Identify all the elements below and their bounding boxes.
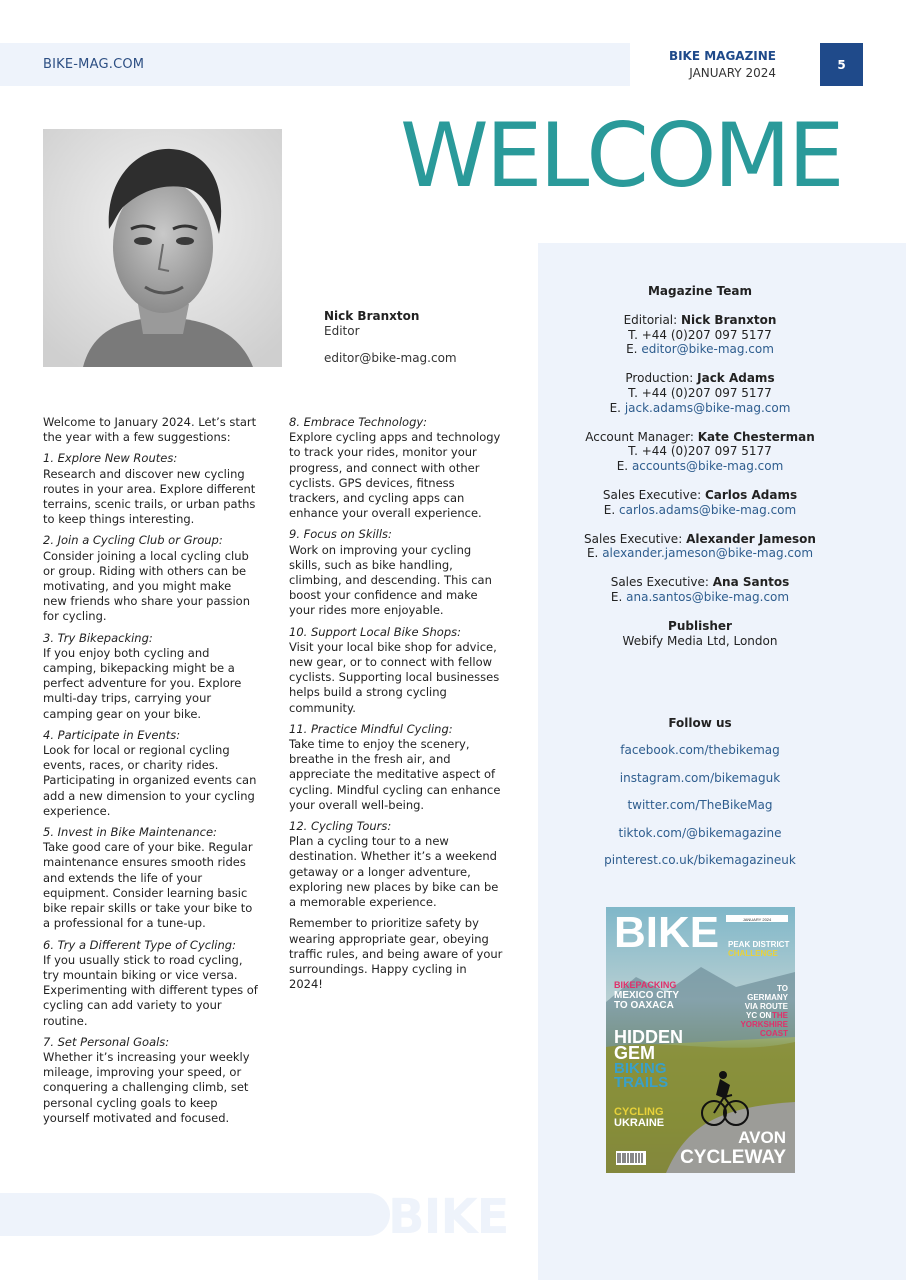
cover-right-5: THE — [772, 1011, 788, 1020]
cover-cycling-2: UKRAINE — [614, 1117, 665, 1129]
cover-right-4: YC ON — [746, 1011, 772, 1020]
social-link-instagram[interactable]: instagram.com/bikemaguk — [619, 770, 781, 785]
barcode-icon — [616, 1151, 646, 1165]
email-link[interactable]: jack.adams@bike-mag.com — [624, 400, 791, 415]
article-item: 12. Cycling Tours: Plan a cycling tour to a new destination. Whether it’s a weekend getaway or a longer adventure, exploring new places by bike can be a memorable experience. — [289, 819, 499, 910]
article-closing: Remember to prioritize safety by wearing appropriate gear, obeying traffic rules, and being aware of your surroundings. Happy cycling in 2024! — [289, 916, 503, 992]
cover-hidden-4: TRAILS — [614, 1074, 669, 1091]
article-item: 9. Focus on Skills: Work on improving your cycling skills, such as bike handling, climbing, and descending. This can boost your confidence and make your rides more enjoyable. — [289, 527, 492, 618]
team-production: Production: Jack Adams T. +44 (0)207 097 5177 E. jack.adams@bike-mag.com — [609, 371, 791, 415]
footer-logo: BIKE — [388, 1189, 509, 1245]
magazine-team — [538, 284, 862, 663]
article-item: 6. Try a Different Type of Cycling: If you usually stick to road cycling, try mountain biking or vice versa. Experimenting with different types of cycling can add variety to your routine. — [43, 937, 258, 1028]
cover-issue: JANUARY 2024 — [742, 917, 772, 922]
article-item: 8. Embrace Technology: Explore cycling apps and technology to track your rides, monitor your progress, and connect with other cyclists. GPS devices, fitness trackers, and cycling apps can enhance your overall experience. — [289, 415, 501, 521]
article-item: 7. Set Personal Goals: Whether it’s increasing your weekly mileage, improving your speed, or conquering a challenging climb, set personal cycling goals to keep yourself motivated and focused. — [43, 1034, 250, 1125]
article-column-1 — [43, 415, 258, 1132]
site-url[interactable]: BIKE-MAG.COM — [43, 57, 145, 72]
page-number: 5 — [820, 43, 863, 86]
cover-art — [606, 907, 795, 1173]
cover-right-1: TO — [777, 984, 788, 993]
cover-right-7: COAST — [760, 1029, 788, 1038]
follow-us — [538, 716, 862, 881]
team-sales-3: Sales Executive: Ana Santos E. ana.santos@bike-mag.com — [610, 575, 790, 604]
editor-photo — [43, 129, 282, 367]
social-link-pinterest[interactable]: pinterest.co.uk/bikemagazineuk — [604, 853, 796, 867]
cover-hidden-1: HIDDEN — [614, 1027, 684, 1047]
article-item: 5. Invest in Bike Maintenance: Take good care of your bike. Regular maintenance ensures smooth rides and extends the life of your equipment. Consider learning basic bike repair skills or take your bike to a professional for a tune-up. — [43, 825, 253, 931]
cover-avon-1: AVON — [738, 1128, 786, 1147]
follow-heading: Follow us — [668, 716, 732, 730]
page-title: WELCOME — [400, 104, 842, 207]
email-link[interactable]: accounts@bike-mag.com — [631, 458, 784, 473]
cover-line-2: MEXICO CITY — [614, 990, 680, 1001]
cover-cycling-1: CYCLING — [614, 1106, 664, 1118]
cover-hidden-2: GEM — [614, 1043, 656, 1063]
cover-avon-2: CYCLEWAY — [680, 1147, 786, 1168]
email-link[interactable]: editor@bike-mag.com — [641, 342, 774, 357]
team-heading: Magazine Team — [647, 284, 752, 298]
article-item: 2. Join a Cycling Club or Group: Consider joining a local cycling club or group. Riding with others can be motivating, and you might make new friends who share your passion for cycling. — [43, 533, 250, 624]
article-item: 10. Support Local Bike Shops: Visit your local bike shop for advice, new gear, or to connect with fellow cyclists. Supporting local businesses helps build a strong cycling community. — [289, 624, 500, 715]
article-item: 1. Explore New Routes: Research and discover new cycling routes in your area. Explore different terrains, scenic trails, or urban paths to keep things interesting. — [43, 451, 256, 527]
editor-name: Nick Branxton — [324, 309, 420, 323]
editor-email[interactable]: editor@bike-mag.com — [324, 351, 457, 365]
article-intro: Welcome to January 2024. Let’s start the year with a few suggestions: — [43, 415, 257, 445]
publisher: Publisher Webify Media Ltd, London — [622, 619, 778, 648]
cover-strap: PEAK DISTRICT — [728, 940, 790, 949]
cover-hidden-3: BIKING — [614, 1060, 667, 1077]
team-sales-1: Sales Executive: Carlos Adams E. carlos.adams@bike-mag.com — [602, 487, 798, 517]
email-link[interactable]: ana.santos@bike-mag.com — [626, 589, 790, 604]
article-column-2 — [289, 415, 504, 998]
team-editorial: Editorial: Nick Branxton T. +44 (0)207 097 5177 E. editor@bike-mag.com — [623, 313, 777, 357]
cover-right-2: GERMANY — [747, 993, 788, 1002]
article-item: 11. Practice Mindful Cycling: Take time to enjoy the scenery, breathe in the fresh air, and appreciate the meditative aspect of cycling. Mindful cycling can enhance your overall well-being. — [289, 721, 501, 812]
cover-line-3: TO OAXACA — [614, 1000, 674, 1011]
email-link[interactable]: carlos.adams@bike-mag.com — [619, 502, 797, 517]
article-item: 3. Try Bikepacking: If you enjoy both cycling and camping, bikepacking might be a perfect adventure for you. Explore multi-day trips, carrying your camping gear on your bike. — [43, 630, 242, 721]
social-link-tiktok[interactable]: tiktok.com/@bikemagazine — [618, 825, 782, 840]
footer-bar — [0, 1193, 390, 1236]
social-link-facebook[interactable]: facebook.com/thebikemag — [620, 743, 780, 757]
cover-right-3: VIA ROUTE — [744, 1002, 788, 1011]
email-link[interactable]: alexander.jameson@bike-mag.com — [602, 546, 814, 561]
team-sales-2: Sales Executive: Alexander Jameson E. alexander.jameson@bike-mag.com — [584, 531, 816, 561]
editor-portrait-icon — [43, 129, 282, 367]
cover-line-1: BIKEPACKING — [614, 980, 677, 990]
social-link-twitter[interactable]: twitter.com/TheBikeMag — [627, 798, 773, 812]
editor-role: Editor — [324, 324, 360, 338]
article-item: 4. Participate in Events: Look for local or regional cycling events, races, or charity rides. Participating in organized events can add a new dimension to your cycling experience. — [43, 727, 257, 818]
magazine-name: BIKE MAGAZINE — [668, 49, 776, 63]
cover-right-6: YORKSHIRE — [740, 1020, 788, 1029]
magazine-cover[interactable] — [606, 907, 795, 1173]
cover-logo: BIKE — [614, 908, 720, 957]
team-account: Account Manager: Kate Chesterman T. +44 (0)207 097 5177 E. accounts@bike-mag.com — [585, 429, 815, 473]
cover-strap-2: CHALLENGE — [728, 949, 778, 958]
issue-date: JANUARY 2024 — [689, 66, 776, 80]
